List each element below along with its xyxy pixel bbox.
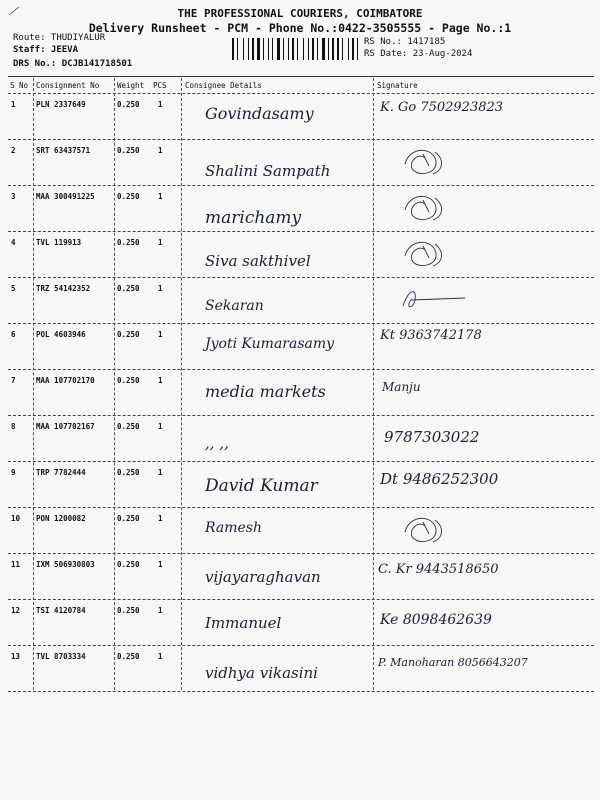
row-sno: 1 [11,100,16,109]
barcode-bar [310,38,311,60]
row-consignment-no: PON 1200082 [36,514,86,523]
row-sno: 5 [11,284,16,293]
row-consignee-handwritten: David Kumar [205,476,318,496]
barcode-bar [248,38,249,60]
barcode-bar [257,38,260,60]
barcode-bar [332,38,334,60]
row-sno: 6 [11,330,16,339]
row-consignment-no: TVL 119913 [36,238,82,247]
row-weight: 0.250 [117,652,140,661]
row-signature-text: Manju [382,380,421,394]
row-consignment-no: MAA 107702167 [36,422,95,431]
row-pcs: 1 [158,468,163,477]
barcode-bar [340,38,341,60]
row-separator [8,369,594,370]
row-consignment-no: TRZ 54142352 [36,284,91,293]
row-pcs: 1 [158,330,163,339]
row-signature-text: Kt 9363742178 [380,328,482,343]
row-consignee-handwritten: vidhya vikasini [205,664,318,682]
barcode-bar [330,38,331,60]
drs-number: DRS No.: DCJB141718501 [13,59,133,69]
column-header-signature: Signature [377,81,418,90]
row-consignment-no: IXM 506930803 [36,560,95,569]
row-sno: 7 [11,376,16,385]
signature-scribble [395,282,475,318]
column-header-consignment: Consignment No [36,81,100,90]
row-signature-text: C. Kr 9443518650 [378,562,499,577]
row-signature-text: 9787303022 [384,428,480,446]
row-weight: 0.250 [117,100,140,109]
column-header-sno: S No [10,81,29,90]
barcode-bar [328,38,329,60]
barcode-bar [315,38,316,60]
barcode-bar [268,38,269,60]
barcode-bar [357,38,358,60]
row-weight: 0.250 [117,422,140,431]
route-label: Route: THUDIYALUR [13,33,106,43]
row-pcs: 1 [158,560,163,569]
row-weight: 0.250 [117,238,140,247]
rs-number: RS No.: 1417185 [364,37,446,47]
row-weight: 0.250 [117,192,140,201]
row-weight: 0.250 [117,284,140,293]
row-sno: 11 [11,560,21,569]
row-sno: 13 [11,652,21,661]
barcode-bar [272,38,273,60]
column-header-pcs: PCS [153,81,167,90]
barcode-bar [297,38,298,60]
row-signature-text: Dt 9486252300 [380,470,499,488]
row-weight: 0.250 [117,560,140,569]
row-pcs: 1 [158,146,163,155]
barcode-bar [292,38,294,60]
barcode-bar [277,38,280,60]
barcode-bar [270,38,271,60]
row-weight: 0.250 [117,468,140,477]
barcode-bar [337,38,339,60]
row-weight: 0.250 [117,330,140,339]
signature-scribble [395,512,475,548]
row-pcs: 1 [158,100,163,109]
row-separator [8,231,594,232]
barcode-bar [290,38,291,60]
row-sno: 10 [11,514,21,523]
row-weight: 0.250 [117,376,140,385]
document-title: THE PROFESSIONAL COURIERS, COIMBATORE [177,7,423,20]
row-separator [8,645,594,646]
row-consignment-no: TVL 8703334 [36,652,86,661]
row-sno: 4 [11,238,16,247]
barcode-bar [352,38,354,60]
barcode-bar [326,38,327,60]
barcode-bar [299,38,302,60]
column-header-weight: Weight [117,81,145,90]
row-consignment-no: MAA 107702170 [36,376,95,385]
signature-scribble [395,190,475,226]
barcode-bar [237,38,238,60]
barcode-bar [232,38,234,60]
row-weight: 0.250 [117,146,140,155]
row-pcs: 1 [158,606,163,615]
row-consignee-handwritten: Siva sakthivel [205,252,311,270]
row-signature-text: P. Manoharan 8056643207 [378,656,528,669]
column-header-consignee: Consignee Details [185,81,262,90]
row-signature-text: Ke 8098462639 [380,612,492,628]
barcode-bar [252,38,254,60]
row-sno: 9 [11,468,16,477]
barcode-bar [235,38,236,60]
row-sno: 12 [11,606,21,615]
row-consignee-handwritten: Immanuel [205,614,282,632]
row-sno: 8 [11,422,16,431]
row-pcs: 1 [158,284,163,293]
barcode-bar [263,38,264,60]
row-consignee-handwritten: ,, ,, [205,434,229,452]
row-signature-text: K. Go 7502923823 [380,100,504,115]
row-weight: 0.250 [117,514,140,523]
barcode-bar [245,38,247,60]
signature-scribble [395,236,475,272]
row-separator [8,461,594,462]
barcode-bar [283,38,284,60]
row-consignment-no: SRT 63437571 [36,146,91,155]
column-header-rule [8,93,594,94]
barcode [232,38,360,60]
barcode-bar [243,38,244,60]
row-consignee-handwritten: Sekaran [205,298,264,314]
barcode-bar [261,38,262,60]
barcode-bar [322,38,325,60]
barcode-bar [308,38,309,60]
row-pcs: 1 [158,514,163,523]
row-separator [8,139,594,140]
barcode-bar [335,38,336,60]
barcode-bar [342,38,343,60]
row-consignment-no: TRP 7782444 [36,468,86,477]
row-consignee-handwritten: media markets [205,382,326,401]
barcode-bar [317,38,318,60]
row-weight: 0.250 [117,606,140,615]
barcode-bar [303,38,304,60]
row-consignment-no: TSI 4120784 [36,606,86,615]
barcode-bar [305,38,307,60]
row-sno: 2 [11,146,16,155]
row-consignee-handwritten: vijayaraghavan [205,568,321,586]
signature-scribble [395,144,475,180]
barcode-bar [348,38,349,60]
row-pcs: 1 [158,192,163,201]
row-consignee-handwritten: Ramesh [205,520,262,536]
rs-date: RS Date: 23-Aug-2024 [364,49,473,59]
row-separator [8,185,594,186]
document-subtitle: Delivery Runsheet - PCM - Phone No.:0422-3505555 - Page No.:1 [88,21,512,35]
header-rule [8,76,594,77]
barcode-bar [265,38,267,60]
row-consignment-no: PLN 2337649 [36,100,86,109]
row-consignment-no: MAA 300491225 [36,192,95,201]
staff-label: Staff: JEEVA [13,45,79,55]
barcode-bar [295,38,296,60]
row-consignee-handwritten: Jyoti Kumarasamy [205,336,335,352]
barcode-bar [355,38,356,60]
row-separator [8,691,594,692]
barcode-bar [288,38,289,60]
barcode-bar [274,38,276,60]
row-separator [8,277,594,278]
row-separator [8,323,594,324]
barcode-bar [239,38,242,60]
barcode-bar [350,38,351,60]
row-pcs: 1 [158,238,163,247]
row-separator [8,415,594,416]
barcode-bar [319,38,321,60]
barcode-bar [281,38,282,60]
row-consignee-handwritten: marichamy [205,208,302,228]
row-sno: 3 [11,192,16,201]
row-separator [8,553,594,554]
row-separator [8,507,594,508]
barcode-bar [312,38,314,60]
row-consignment-no: POL 4603946 [36,330,86,339]
row-consignee-handwritten: Shalini Sampath [205,162,331,180]
barcode-bar [285,38,287,60]
row-consignee-handwritten: Govindasamy [205,104,314,123]
row-pcs: 1 [158,652,163,661]
barcode-bar [255,38,256,60]
barcode-bar [250,38,251,60]
row-pcs: 1 [158,422,163,431]
barcode-bar [344,38,347,60]
row-pcs: 1 [158,376,163,385]
row-separator [8,599,594,600]
